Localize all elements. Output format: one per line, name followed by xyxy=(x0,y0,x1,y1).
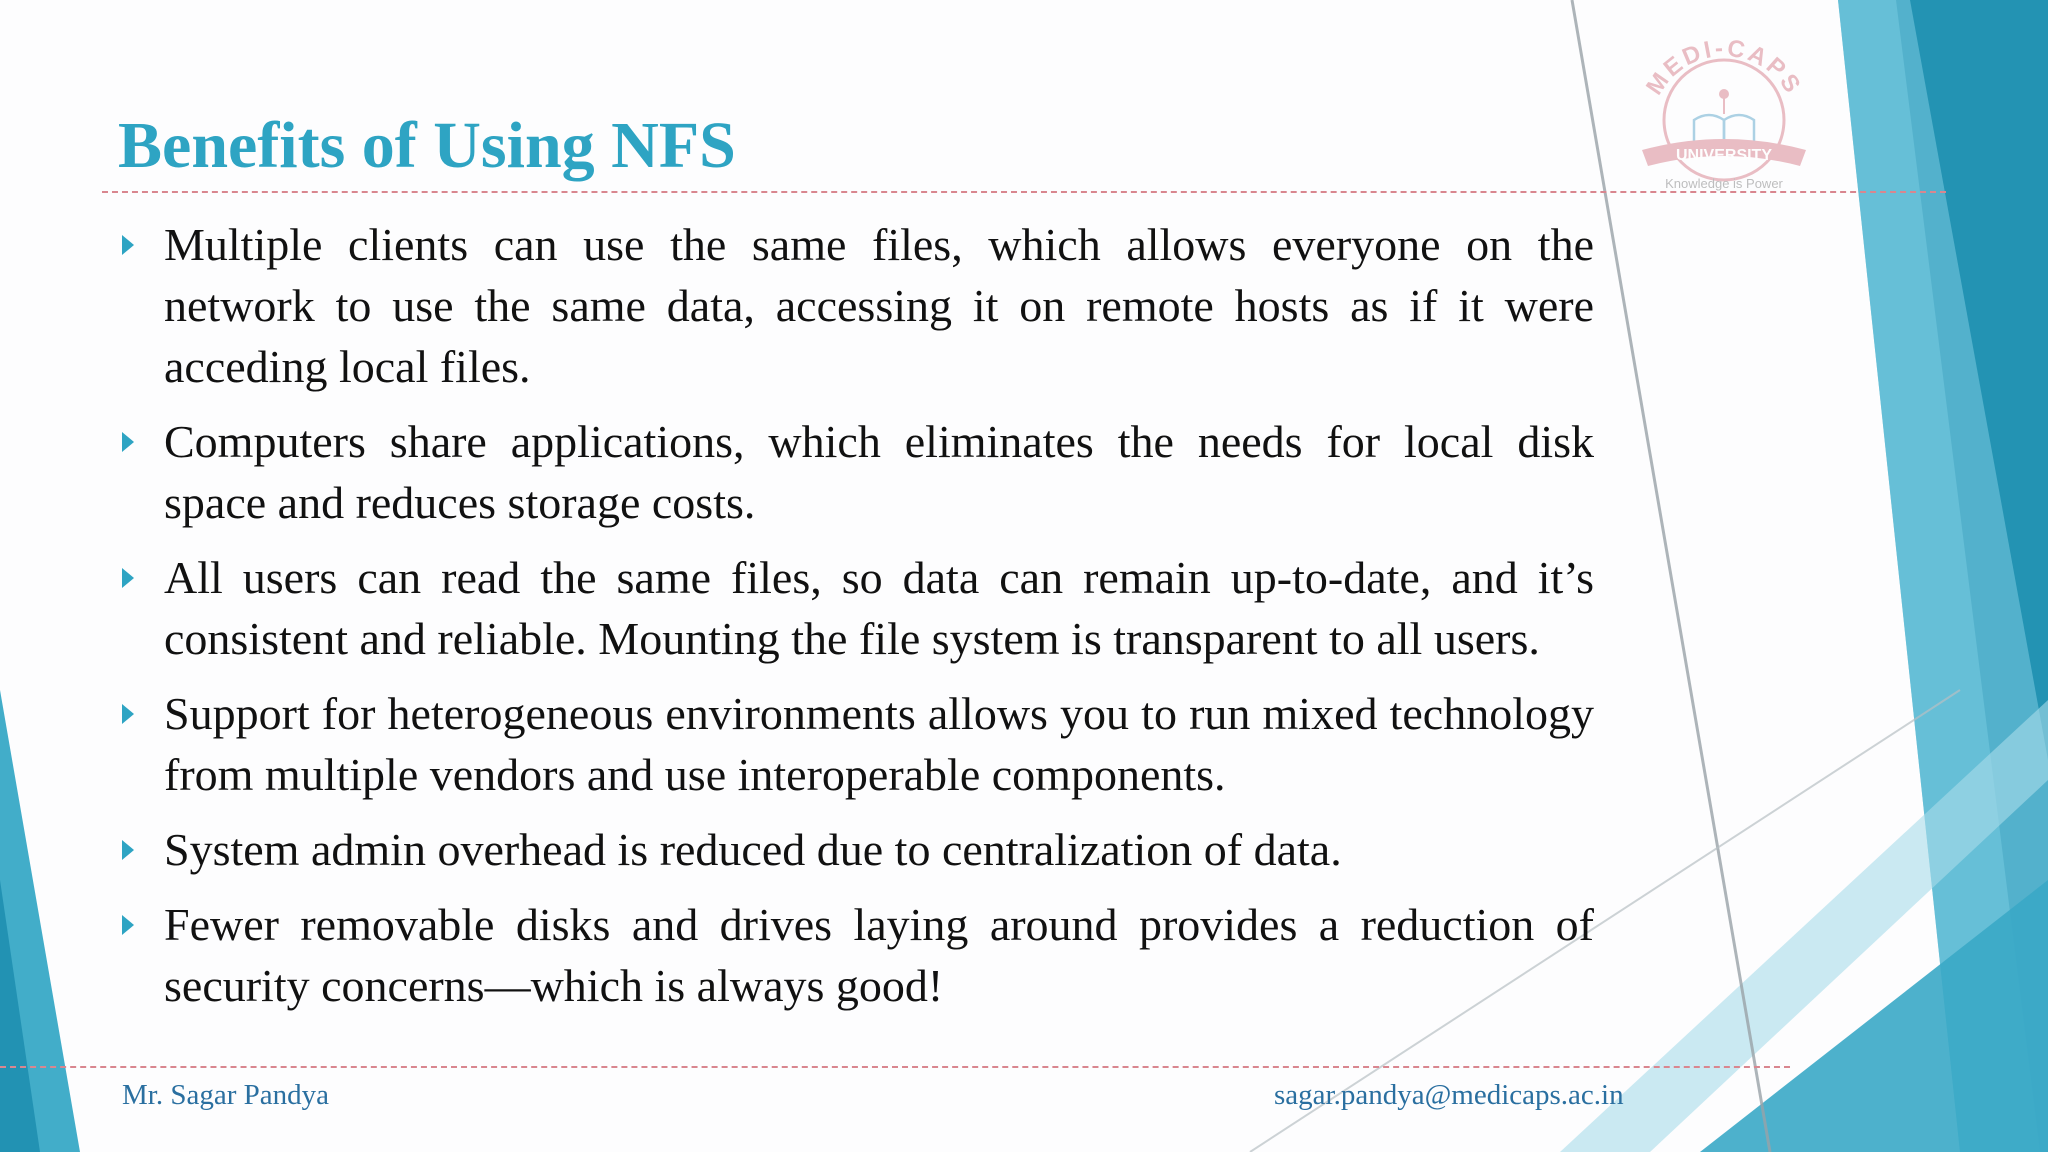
top-divider xyxy=(102,191,1946,193)
bullet-item xyxy=(118,214,1594,397)
bullet-text: Multiple clients can use the same files, which allows everyone on the network to use the same data, accessing it on remote hosts as if it were acceding local files. xyxy=(164,219,1594,392)
triangle-right-icon xyxy=(122,432,134,452)
bullet-text: System admin overhead is reduced due to centralization of data. xyxy=(164,824,1342,875)
bullet-item xyxy=(118,894,1594,1016)
bullet-text: Support for heterogeneous environments allows you to run mixed technology from multiple vendors and use interoperable components. xyxy=(164,688,1594,800)
logo-arc-path: MEDI-CAPS xyxy=(1640,34,1808,100)
triangle-right-icon xyxy=(122,235,134,255)
university-logo xyxy=(1612,28,1832,198)
bullet-list xyxy=(118,214,1594,1030)
triangle-right-icon xyxy=(122,704,134,724)
triangle-right-icon xyxy=(122,840,134,860)
bullet-text: Computers share applications, which eliminates the needs for local disk space and reduces storage costs. xyxy=(164,416,1594,528)
bullet-item xyxy=(118,547,1594,669)
bullet-item xyxy=(118,819,1594,880)
bullet-item xyxy=(118,411,1594,533)
footer-author: Mr. Sagar Pandya xyxy=(122,1079,329,1111)
slide-title: Benefits of Using NFS xyxy=(118,109,736,182)
logo-banner-text: UNIVERSITY xyxy=(1675,147,1773,164)
bullet-text: Fewer removable disks and drives laying around provides a reduction of security concerns—which is always good! xyxy=(164,899,1594,1011)
bullet-text: All users can read the same files, so data can remain up-to-date, and it’s consistent and reliable. Mounting the file system is transparent to all users. xyxy=(164,552,1594,664)
bottom-divider xyxy=(0,1066,1790,1068)
triangle-right-icon xyxy=(122,568,134,588)
book-icon xyxy=(1694,89,1754,146)
logo-tagline: Knowledge is Power xyxy=(1665,176,1783,191)
triangle-right-icon xyxy=(122,915,134,935)
bullet-item xyxy=(118,683,1594,805)
footer-email[interactable]: sagar.pandya@medicaps.ac.in xyxy=(1274,1079,1624,1111)
